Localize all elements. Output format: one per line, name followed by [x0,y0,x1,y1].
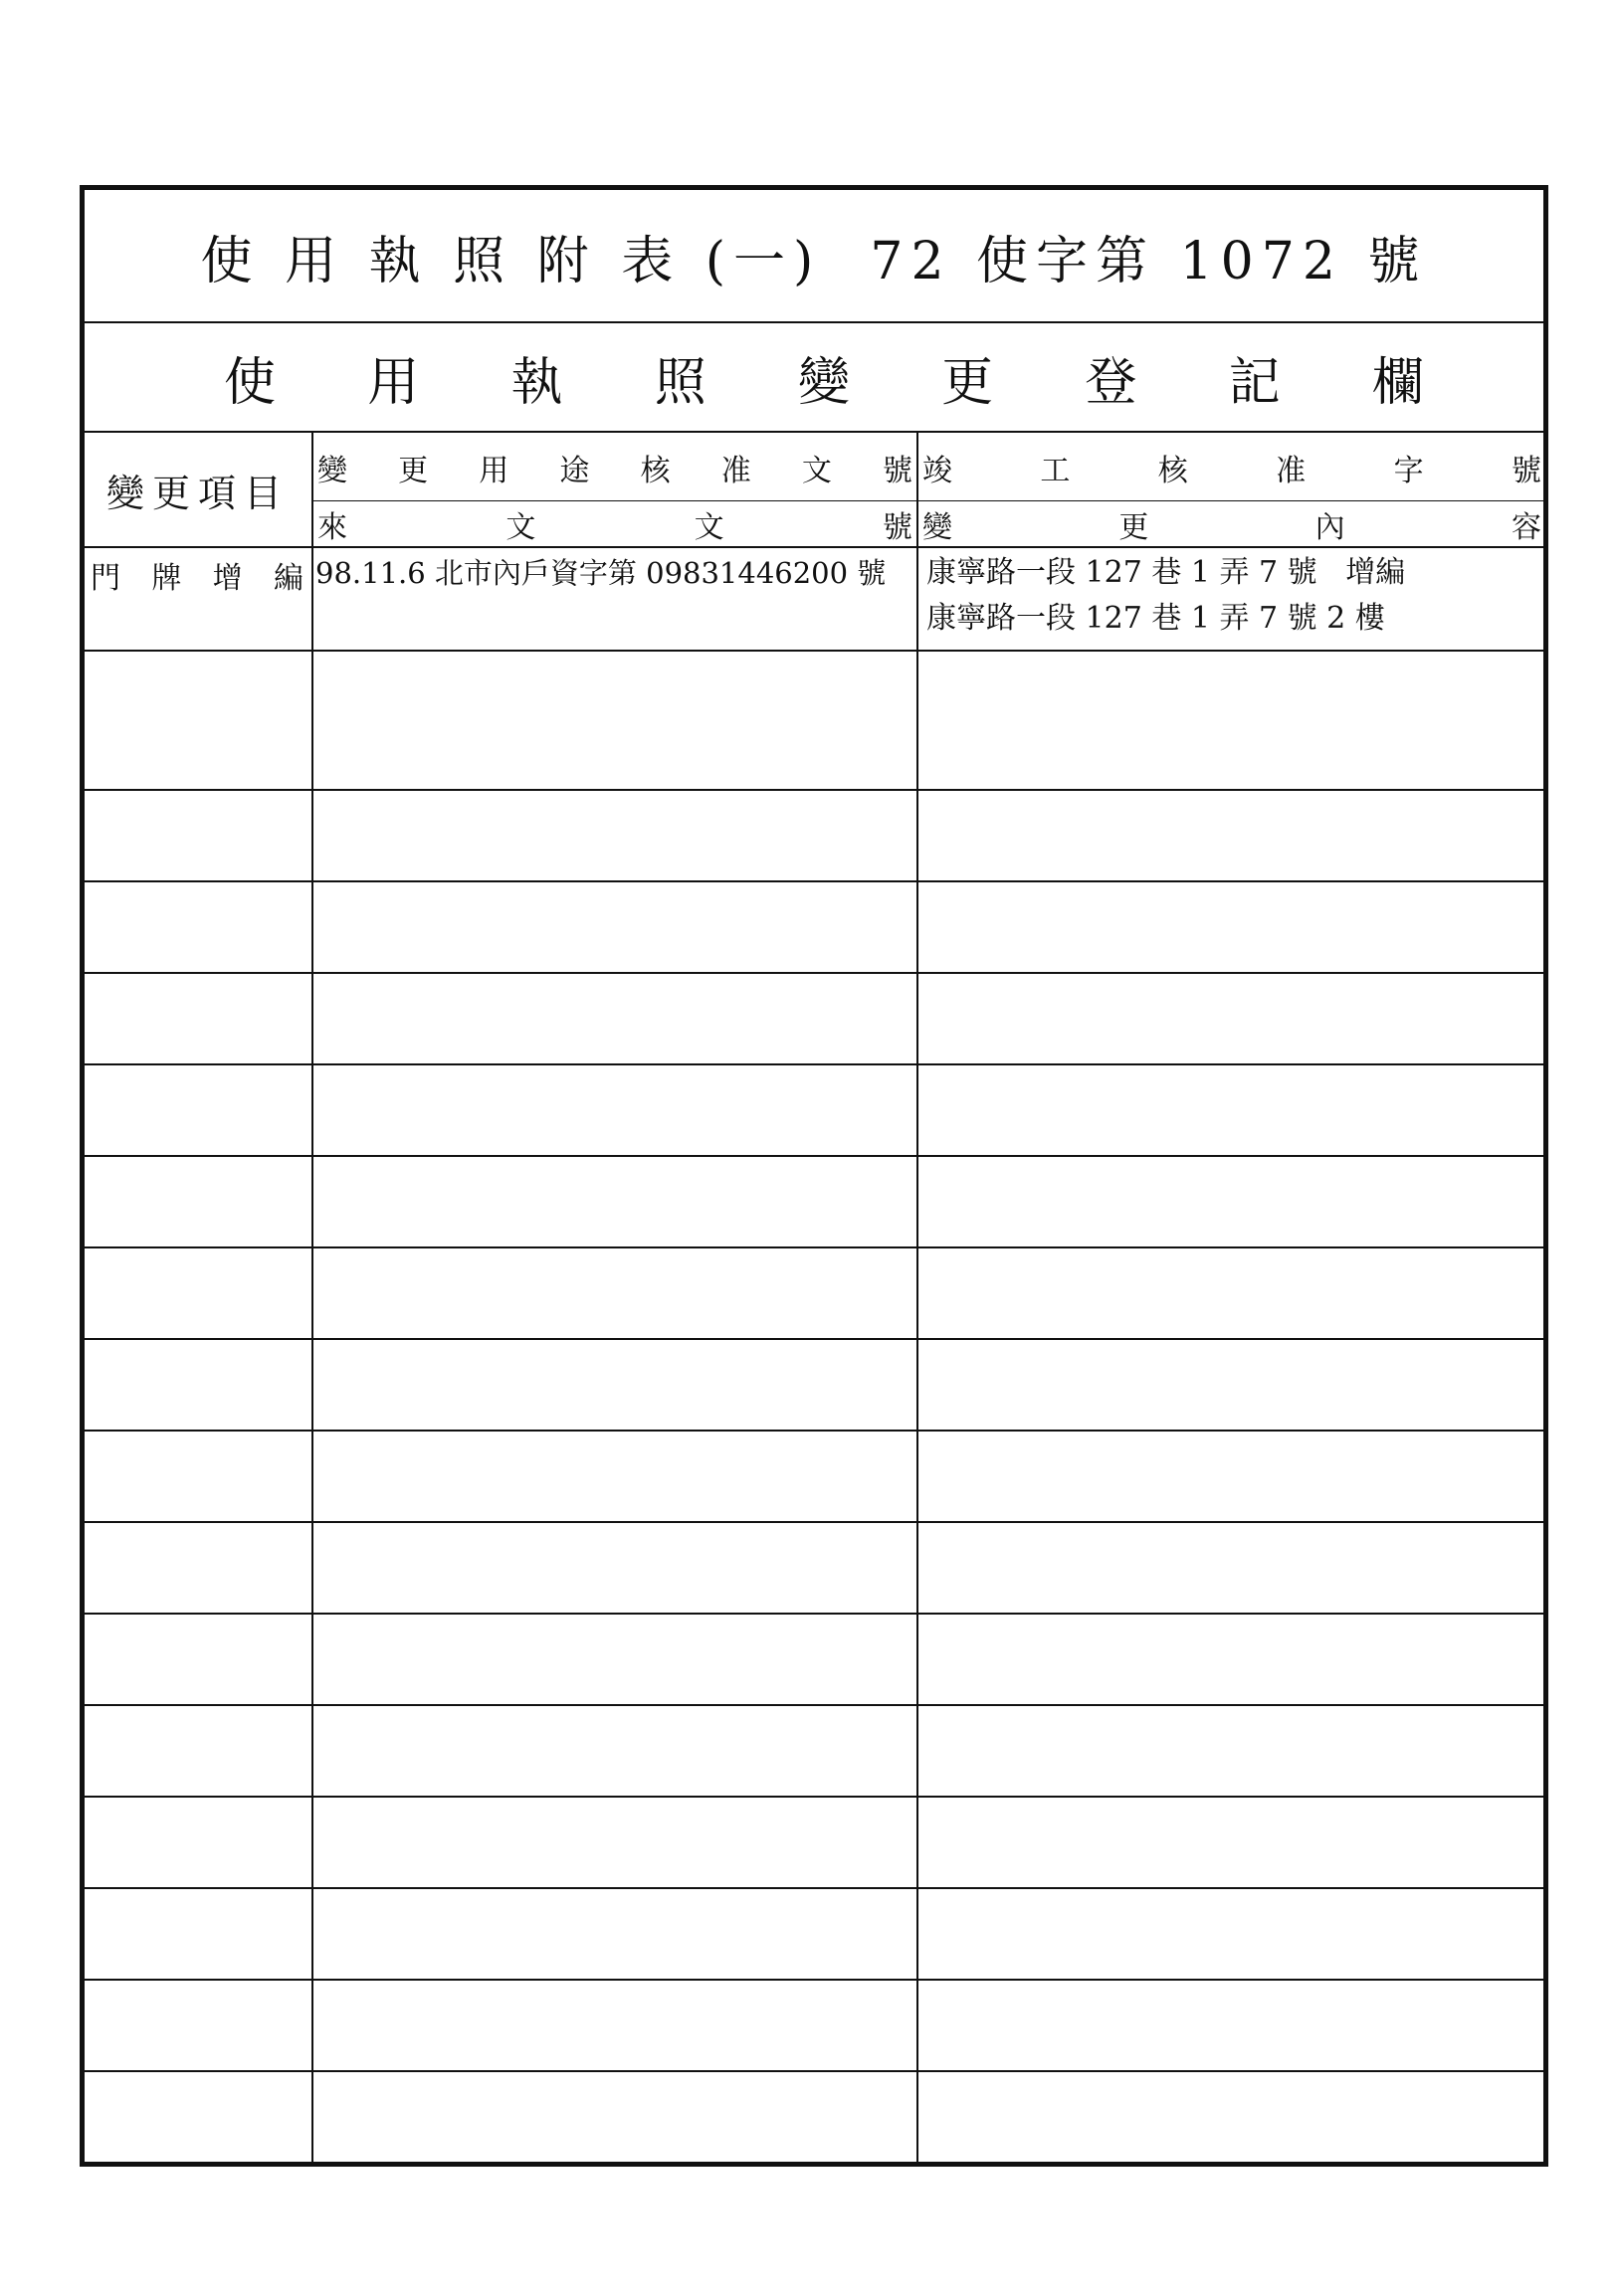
entry-char: 編 [273,561,303,596]
header-char: 內 [1314,510,1345,545]
entry-doc-no-text: 98.11.6 北市內戶資字第 09831446200 號 [315,556,887,590]
header-char: 文 [694,510,724,545]
header-char: 更 [1118,510,1149,545]
entry-char: 牌 [151,561,182,596]
row-line [85,880,1543,882]
header-char: 更 [398,454,429,488]
row-line [85,1887,1543,1889]
header-char: 號 [882,454,912,488]
row-line [85,1155,1543,1157]
header-completion-no [920,435,1543,500]
header-divider [313,500,1543,501]
subtitle-char: 執 [510,352,563,413]
subtitle-char: 照 [654,352,707,413]
header-char: 號 [1511,454,1541,488]
entry-char: 增 [212,561,243,596]
header-char: 核 [1157,454,1188,488]
header-char: 容 [1511,510,1541,545]
header-change-item [85,433,311,546]
header-change-item-label: 變更項目 [105,471,290,515]
form-title-row [85,190,1543,323]
row-line [85,1521,1543,1523]
entry-content-line2: 康寧路一段 127 巷 1 弄 7 號 2 樓 [926,601,1385,636]
row-line [85,650,1543,652]
form-title: 使 用 執 照 附 表 (一) 72 使字第 1072 號 [200,231,1428,291]
header-approval-no [315,435,914,500]
header-char: 號 [882,510,912,545]
entry-content-line1: 康寧路一段 127 巷 1 弄 7 號 增編 [926,555,1406,590]
row-line [85,789,1543,791]
header-char: 變 [922,510,952,545]
entry-doc-no [315,550,914,600]
entry-char: 門 [91,561,120,596]
row-line [85,1979,1543,1981]
header-char: 竣 [922,454,952,488]
usage-permit-form [80,185,1548,2167]
column-divider [916,433,918,2162]
row-line [85,1704,1543,1706]
row-line [85,1246,1543,1248]
subtitle-char: 記 [1228,352,1281,413]
subtitle-char: 欄 [1371,352,1424,413]
column-divider [311,433,313,2162]
subtitle-char: 使 [224,352,277,413]
row-line [85,1338,1543,1340]
entry-change-content [920,550,1543,646]
row-line [85,2070,1543,2072]
header-char: 文 [505,510,536,545]
entry-change-item [85,550,309,600]
header-char: 文 [801,454,832,488]
header-char: 途 [559,454,590,488]
row-line [85,972,1543,974]
form-subtitle-row [85,323,1543,433]
header-char: 工 [1040,454,1071,488]
header-char: 准 [720,454,751,488]
header-char: 准 [1276,454,1307,488]
header-bottom-line [85,546,1543,548]
subtitle-char: 登 [1085,352,1137,413]
row-line [85,1796,1543,1798]
subtitle-char: 變 [797,352,850,413]
header-char: 核 [640,454,671,488]
subtitle-char: 更 [941,352,994,413]
row-line [85,1430,1543,1432]
header-incoming-doc [315,502,914,546]
header-char: 來 [317,510,347,545]
subtitle-char: 用 [367,352,420,413]
row-line [85,1063,1543,1065]
header-change-content [920,502,1543,546]
header-char: 用 [479,454,509,488]
row-line [85,1613,1543,1615]
header-char: 變 [317,454,347,488]
header-char: 字 [1393,454,1424,488]
